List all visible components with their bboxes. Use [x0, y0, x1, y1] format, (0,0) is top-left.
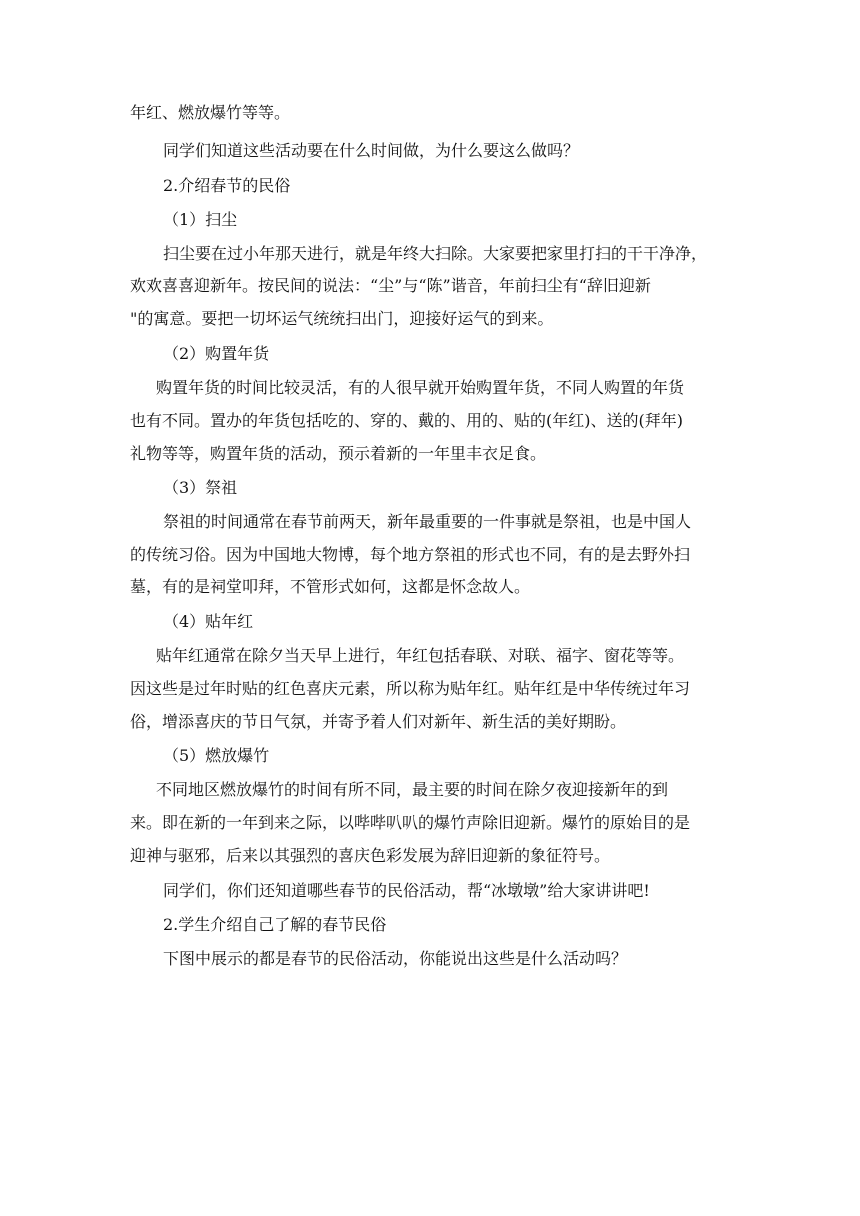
- paragraph-sweeping-line-2: 欢欢喜喜迎新年。按民间的说法：“尘”与“陈”谐音，年前扫尘有“辞旧迎新: [130, 276, 651, 295]
- paragraph-sweeping-line-3: "的寓意。要把一切坏运气统统扫出门，迎接好运气的到来。: [130, 309, 554, 328]
- paragraph-goods-line-1: 购置年货的时间比较灵活，有的人很早就开始购置年货，不同人购置的年货: [156, 378, 685, 397]
- paragraph-firecrackers-line-3: 迎神与驱邪，后来以其强烈的喜庆色彩发展为辞旧迎新的象征符号。: [130, 846, 611, 865]
- section-heading-customs: 2.介绍春节的民俗: [163, 176, 291, 195]
- paragraph-red-line-3: 俗，增添喜庆的节日气氛，并寄予着人们对新年、新生活的美好期盼。: [130, 712, 627, 731]
- subheading-sweeping: （1）扫尘: [163, 210, 238, 229]
- text-line-continuation: 年红、燃放爆竹等等。: [130, 103, 291, 122]
- subheading-new-year-goods: （2）购置年货: [163, 344, 270, 363]
- paragraph-red-line-1: 贴年红通常在除夕当天早上进行，年红包括春联、对联、福字、窗花等等。: [156, 646, 685, 665]
- paragraph-worship-line-3: 墓，有的是祠堂叩拜，不管形式如何，这都是怀念故人。: [130, 577, 531, 596]
- text-line-image-prompt: 下图中展示的都是春节的民俗活动，你能说出这些是什么活动吗？: [163, 949, 628, 968]
- paragraph-worship-line-1: 祭祖的时间通常在春节前两天，新年最重要的一件事就是祭祖，也是中国人: [163, 512, 692, 531]
- text-line-question: 同学们知道这些活动要在什么时间做，为什么要这么做吗？: [163, 141, 580, 160]
- subheading-ancestor-worship: （3）祭祖: [163, 478, 238, 497]
- paragraph-sweeping-line-1: 扫尘要在过小年那天进行，就是年终大扫除。大家要把家里打扫的干干净净，: [163, 244, 708, 263]
- paragraph-firecrackers-line-2: 来。即在新的一年到来之际，以哔哔叭叭的爆竹声除旧迎新。爆竹的原始目的是: [130, 813, 691, 832]
- subheading-firecrackers: （5）燃放爆竹: [163, 746, 270, 765]
- paragraph-firecrackers-line-1: 不同地区燃放爆竹的时间有所不同，最主要的时间在除夕夜迎接新年的到: [156, 780, 669, 799]
- paragraph-worship-line-2: 的传统习俗。因为中国地大物博，每个地方祭祖的形式也不同，有的是去野外扫: [130, 545, 691, 564]
- paragraph-goods-line-3: 礼物等等，购置年货的活动，预示着新的一年里丰衣足食。: [130, 444, 547, 463]
- text-line-ask-students: 同学们，你们还知道哪些春节的民俗活动，帮“冰墩墩”给大家讲讲吧!: [163, 881, 650, 900]
- paragraph-goods-line-2: 也有不同。置办的年货包括吃的、穿的、戴的、用的、贴的(年红)、送的(拜年): [130, 411, 683, 430]
- paragraph-red-line-2: 因这些是过年时贴的红色喜庆元素，所以称为贴年红。贴年红是中华传统过年习: [130, 679, 691, 698]
- section-heading-student-intro: 2.学生介绍自己了解的春节民俗: [163, 915, 387, 934]
- subheading-red-decorations: （4）贴年红: [163, 612, 254, 631]
